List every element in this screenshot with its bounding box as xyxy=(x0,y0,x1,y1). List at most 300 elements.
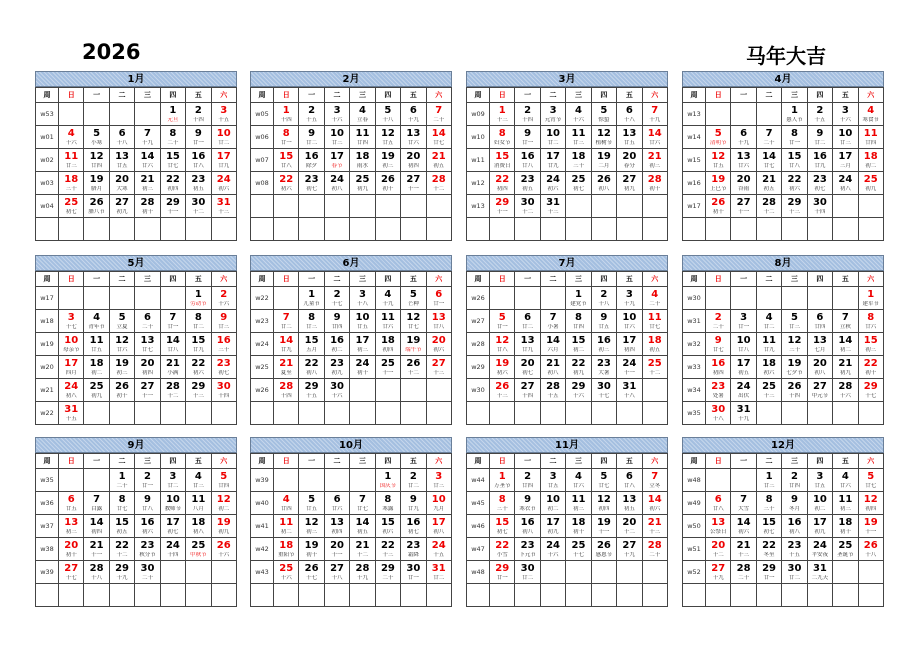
empty-cell xyxy=(160,561,185,584)
month-table xyxy=(35,271,237,425)
lunar-date: 十八 xyxy=(712,415,724,422)
lunar-date: 感恩节 xyxy=(595,551,613,558)
empty-cell xyxy=(858,218,883,241)
lunar-date: 二十 xyxy=(141,323,153,330)
lunar-date: 十八 xyxy=(865,551,877,558)
day-cell xyxy=(211,333,236,356)
weekday-header-row xyxy=(467,454,668,469)
day-number: 28 xyxy=(355,562,370,574)
day-number: 5 xyxy=(409,288,417,300)
week-row xyxy=(467,310,668,333)
day-cell xyxy=(566,310,591,333)
day-cell xyxy=(858,333,883,356)
lunar-date: 初八 xyxy=(331,185,343,192)
day-number: 10 xyxy=(330,127,345,139)
week-number: w04 xyxy=(36,195,59,218)
lunar-date: 廿六 xyxy=(839,482,851,489)
lunar-date: 初九 xyxy=(839,369,851,376)
lunar-date: 二十 xyxy=(382,574,394,581)
day-cell xyxy=(401,103,426,126)
day-number: 6 xyxy=(435,288,443,300)
month-title: 12月 xyxy=(682,437,884,453)
day-cell xyxy=(426,103,451,126)
day-number: 14 xyxy=(89,516,104,528)
day-number: 1 xyxy=(498,104,506,116)
day-number: 27 xyxy=(812,380,827,392)
week-number: w50 xyxy=(683,515,706,538)
lunar-date: 十五 xyxy=(306,116,318,123)
weekday-header: 三 xyxy=(782,454,807,469)
day-number: 8 xyxy=(498,127,506,139)
day-cell xyxy=(324,492,349,515)
lunar-date: 初六 xyxy=(649,505,661,512)
day-number: 25 xyxy=(571,173,586,185)
day-cell xyxy=(59,538,84,561)
day-number: 9 xyxy=(714,334,722,346)
lunar-date: 谷雨 xyxy=(738,185,750,192)
lunar-date: 初十 xyxy=(839,528,851,535)
empty-cell xyxy=(782,218,807,241)
weekday-header: 二 xyxy=(756,454,781,469)
day-cell xyxy=(401,469,426,492)
lunar-date: 廿四 xyxy=(865,139,877,146)
day-cell xyxy=(186,287,211,310)
lunar-date: 廿七 xyxy=(763,162,775,169)
lunar-date: 二十 xyxy=(738,574,750,581)
month-block xyxy=(682,437,884,607)
empty-cell xyxy=(59,218,84,241)
weekday-header: 二 xyxy=(324,272,349,287)
day-number: 5 xyxy=(498,311,506,323)
day-number: 22 xyxy=(863,357,878,369)
lunar-date: 廿九 xyxy=(192,346,204,353)
day-cell xyxy=(299,492,324,515)
day-cell xyxy=(858,356,883,379)
empty-cell xyxy=(591,561,616,584)
empty-cell xyxy=(706,218,731,241)
lunar-date: 二十 xyxy=(649,551,661,558)
empty-cell xyxy=(426,402,451,425)
weekday-header: 四 xyxy=(591,454,616,469)
day-cell xyxy=(375,538,400,561)
week-number: w25 xyxy=(251,356,274,379)
day-cell xyxy=(324,103,349,126)
lunar-date: 立夏 xyxy=(116,323,128,330)
week-row xyxy=(251,356,452,379)
weekday-header: 一 xyxy=(731,454,756,469)
day-number: 9 xyxy=(143,493,151,505)
day-number: 4 xyxy=(574,104,582,116)
empty-cell xyxy=(274,469,299,492)
day-number: 6 xyxy=(409,104,417,116)
lunar-date: 二十 xyxy=(763,139,775,146)
weekday-header: 二 xyxy=(109,272,134,287)
lunar-date: 廿一 xyxy=(167,323,179,330)
day-cell xyxy=(515,515,540,538)
month-block xyxy=(35,255,237,425)
empty-cell xyxy=(617,402,642,425)
day-cell xyxy=(375,310,400,333)
weekday-header: 日 xyxy=(706,272,731,287)
empty-cell xyxy=(540,287,565,310)
day-number: 7 xyxy=(358,493,366,505)
day-number: 28 xyxy=(736,562,751,574)
day-cell xyxy=(782,469,807,492)
day-number: 15 xyxy=(165,150,180,162)
day-number: 4 xyxy=(867,104,875,116)
day-cell xyxy=(84,126,109,149)
lunar-date: 十八 xyxy=(623,392,635,399)
day-cell xyxy=(617,310,642,333)
empty-cell xyxy=(324,402,349,425)
weekday-header: 五 xyxy=(833,454,858,469)
lunar-date: 初八 xyxy=(547,369,559,376)
day-number: 19 xyxy=(89,173,104,185)
lunar-date: 初七 xyxy=(572,185,584,192)
day-number: 29 xyxy=(495,562,510,574)
day-number: 20 xyxy=(622,150,637,162)
day-number: 8 xyxy=(765,493,773,505)
lunar-date: 廿一 xyxy=(496,574,508,581)
month-table xyxy=(466,87,668,241)
day-number: 19 xyxy=(304,539,319,551)
weekday-header: 日 xyxy=(274,88,299,103)
day-number: 21 xyxy=(89,539,104,551)
weekday-header: 六 xyxy=(211,88,236,103)
day-cell xyxy=(324,379,349,402)
lunar-date: 廿四 xyxy=(91,162,103,169)
day-number: 23 xyxy=(711,380,726,392)
day-number: 22 xyxy=(571,357,586,369)
empty-cell xyxy=(490,402,515,425)
day-cell xyxy=(109,310,134,333)
day-cell xyxy=(375,287,400,310)
weekday-header-row xyxy=(683,454,884,469)
day-cell xyxy=(540,538,565,561)
week-number: w18 xyxy=(36,310,59,333)
lunar-date: 七夕节 xyxy=(786,369,803,376)
lunar-date: 十五 xyxy=(65,415,77,422)
day-cell xyxy=(59,149,84,172)
lunar-date: 初三 xyxy=(356,346,368,353)
day-number: 14 xyxy=(431,127,446,139)
day-number: 24 xyxy=(622,357,637,369)
month-table xyxy=(250,87,452,241)
day-number: 18 xyxy=(838,516,853,528)
lunar-date: 廿一 xyxy=(192,139,204,146)
week-row xyxy=(36,379,237,402)
week-number: w05 xyxy=(251,103,274,126)
day-number: 9 xyxy=(409,493,417,505)
day-cell xyxy=(186,333,211,356)
day-number: 6 xyxy=(333,493,341,505)
weekday-header: 二 xyxy=(324,454,349,469)
lunar-date: 大暑 xyxy=(598,369,610,376)
day-number: 19 xyxy=(787,357,802,369)
weekday-header: 六 xyxy=(642,272,667,287)
lunar-date: 廿四 xyxy=(788,482,800,489)
day-cell xyxy=(617,126,642,149)
lunar-date: 初十 xyxy=(572,528,584,535)
day-number: 15 xyxy=(762,516,777,528)
day-cell xyxy=(731,402,756,425)
day-number: 10 xyxy=(546,493,561,505)
day-cell xyxy=(375,561,400,584)
day-number: 17 xyxy=(812,516,827,528)
day-number: 7 xyxy=(841,311,849,323)
lunar-date: 立春 xyxy=(356,116,368,123)
week-number: w09 xyxy=(467,103,490,126)
day-number: 29 xyxy=(863,380,878,392)
lunar-date: 初四 xyxy=(865,505,877,512)
day-cell xyxy=(540,469,565,492)
day-number: 1 xyxy=(790,104,798,116)
day-number: 6 xyxy=(143,311,151,323)
day-number: 23 xyxy=(140,539,155,551)
day-number: 25 xyxy=(380,357,395,369)
empty-cell xyxy=(642,379,667,402)
day-number: 17 xyxy=(165,516,180,528)
week-row xyxy=(683,515,884,538)
day-cell xyxy=(642,310,667,333)
lunar-date: 十三 xyxy=(649,528,661,535)
empty-cell xyxy=(833,218,858,241)
week-number: w02 xyxy=(36,149,59,172)
day-number: 29 xyxy=(495,196,510,208)
day-cell xyxy=(84,356,109,379)
day-number: 4 xyxy=(67,127,75,139)
lunar-date: 初九 xyxy=(116,208,128,215)
lunar-date: 初九 xyxy=(218,528,230,535)
day-cell xyxy=(807,515,832,538)
lunar-date: 十九 xyxy=(407,116,419,123)
day-number: 16 xyxy=(787,516,802,528)
lunar-date: 廿七 xyxy=(433,139,445,146)
day-cell xyxy=(642,469,667,492)
day-cell xyxy=(324,356,349,379)
lunar-date: 十八 xyxy=(382,116,394,123)
lunar-date: 十三 xyxy=(738,551,750,558)
week-row xyxy=(251,469,452,492)
day-number: 22 xyxy=(191,357,206,369)
weekday-header-row xyxy=(251,88,452,103)
day-cell xyxy=(591,126,616,149)
day-number: 18 xyxy=(571,516,586,528)
day-cell xyxy=(135,356,160,379)
week-number: w10 xyxy=(467,126,490,149)
lunar-date: 元宵节 xyxy=(544,116,562,123)
day-number: 18 xyxy=(64,173,79,185)
day-cell xyxy=(833,515,858,538)
day-cell xyxy=(350,561,375,584)
lunar-date: 廿二 xyxy=(167,482,179,489)
lunar-date: 廿一 xyxy=(788,139,800,146)
day-cell xyxy=(591,103,616,126)
weekday-header: 五 xyxy=(617,272,642,287)
day-cell xyxy=(490,172,515,195)
day-cell xyxy=(84,333,109,356)
lunar-date: 寒衣节 xyxy=(519,505,536,512)
day-cell xyxy=(375,149,400,172)
day-cell xyxy=(84,195,109,218)
day-cell xyxy=(540,103,565,126)
day-number: 25 xyxy=(89,380,104,392)
day-number: 25 xyxy=(191,539,206,551)
lunar-date: 廿二 xyxy=(407,482,419,489)
day-cell xyxy=(807,538,832,561)
week-number: w13 xyxy=(467,195,490,218)
day-number: 5 xyxy=(384,104,392,116)
holiday-label: 元旦 xyxy=(167,116,179,123)
week-column-header: 周 xyxy=(683,88,706,103)
day-number: 1 xyxy=(169,104,177,116)
empty-cell xyxy=(858,561,883,584)
week-number: w17 xyxy=(36,287,59,310)
day-number: 14 xyxy=(647,493,662,505)
day-number: 30 xyxy=(812,196,827,208)
weekday-header: 一 xyxy=(731,88,756,103)
day-cell xyxy=(731,561,756,584)
lunar-date: 廿五 xyxy=(547,482,559,489)
lunar-date: 万圣节 xyxy=(493,482,511,489)
day-number: 1 xyxy=(498,470,506,482)
day-cell xyxy=(807,561,832,584)
day-cell xyxy=(566,333,591,356)
day-number: 2 xyxy=(816,104,824,116)
month-table xyxy=(466,271,668,425)
weekday-header: 二 xyxy=(756,88,781,103)
week-column-header: 周 xyxy=(36,88,59,103)
week-number: w40 xyxy=(251,492,274,515)
day-cell xyxy=(211,379,236,402)
empty-cell xyxy=(540,561,565,584)
week-number: w07 xyxy=(251,149,274,172)
week-column-header: 周 xyxy=(683,272,706,287)
empty-cell xyxy=(591,195,616,218)
empty-cell xyxy=(274,195,299,218)
lunar-date: 小满 xyxy=(167,369,179,376)
day-cell xyxy=(350,287,375,310)
day-number: 18 xyxy=(762,357,777,369)
lunar-date: 除夕 xyxy=(306,162,318,169)
day-number: 3 xyxy=(549,104,557,116)
day-cell xyxy=(566,469,591,492)
day-cell xyxy=(59,356,84,379)
lunar-date: 小寒 xyxy=(91,139,103,146)
day-number: 14 xyxy=(762,150,777,162)
day-cell xyxy=(59,172,84,195)
lunar-date: 初三 xyxy=(116,369,128,376)
day-cell xyxy=(401,538,426,561)
weekday-header: 四 xyxy=(160,454,185,469)
weekday-header: 三 xyxy=(566,272,591,287)
day-number: 27 xyxy=(736,196,751,208)
lunar-date: 芒种 xyxy=(407,300,419,307)
empty-cell xyxy=(642,561,667,584)
empty-cell xyxy=(731,469,756,492)
day-number: 26 xyxy=(711,196,726,208)
day-number: 29 xyxy=(762,562,777,574)
day-number: 5 xyxy=(714,127,722,139)
day-cell xyxy=(706,402,731,425)
lunar-date: 十六 xyxy=(572,392,584,399)
weekday-header: 三 xyxy=(566,88,591,103)
day-number: 20 xyxy=(140,357,155,369)
lunar-date: 十一 xyxy=(623,369,635,376)
day-number: 13 xyxy=(711,516,726,528)
weekday-header: 三 xyxy=(350,88,375,103)
lunar-date: 十四 xyxy=(192,116,204,123)
day-number: 9 xyxy=(333,311,341,323)
day-cell xyxy=(160,333,185,356)
lunar-date: 廿八 xyxy=(496,346,508,353)
day-number: 7 xyxy=(93,493,101,505)
lunar-date: 初七 xyxy=(167,528,179,535)
day-number: 15 xyxy=(380,516,395,528)
day-cell xyxy=(591,310,616,333)
day-cell xyxy=(426,469,451,492)
lunar-date: 初四 xyxy=(382,346,394,353)
empty-cell xyxy=(135,218,160,241)
day-number: 22 xyxy=(787,173,802,185)
empty-cell xyxy=(515,287,540,310)
day-cell xyxy=(807,379,832,402)
empty-cell xyxy=(756,584,781,607)
day-number: 29 xyxy=(787,196,802,208)
lunar-date: 初五 xyxy=(763,185,775,192)
day-cell xyxy=(591,515,616,538)
week-row xyxy=(251,149,452,172)
weekday-header: 四 xyxy=(591,272,616,287)
week-row xyxy=(683,538,884,561)
empty-cell xyxy=(186,584,211,607)
week-number xyxy=(36,584,59,607)
lunar-date: 十三 xyxy=(496,392,508,399)
lunar-date: 十五 xyxy=(814,116,826,123)
day-cell xyxy=(490,379,515,402)
day-cell xyxy=(211,195,236,218)
day-cell xyxy=(84,515,109,538)
day-number: 26 xyxy=(216,539,231,551)
empty-cell xyxy=(566,195,591,218)
day-number: 22 xyxy=(165,173,180,185)
day-cell xyxy=(782,515,807,538)
empty-cell xyxy=(186,218,211,241)
week-row xyxy=(251,492,452,515)
lunar-date: 初九 xyxy=(865,185,877,192)
day-number: 21 xyxy=(355,539,370,551)
day-number: 21 xyxy=(279,357,294,369)
lunar-date: 十七 xyxy=(865,392,877,399)
lunar-date: 十四 xyxy=(788,392,800,399)
day-number: 30 xyxy=(787,562,802,574)
day-number: 6 xyxy=(816,311,824,323)
day-cell xyxy=(299,149,324,172)
lunar-date: 寒露 xyxy=(382,505,394,512)
week-row xyxy=(251,287,452,310)
lunar-date: 初八 xyxy=(306,369,318,376)
week-row xyxy=(467,218,668,241)
lunar-date: 廿九 xyxy=(547,162,559,169)
weekday-header: 四 xyxy=(160,88,185,103)
lunar-date: 初三 xyxy=(65,528,77,535)
day-number: 11 xyxy=(89,334,104,346)
day-cell xyxy=(186,126,211,149)
day-number: 27 xyxy=(140,380,155,392)
day-number: 27 xyxy=(520,380,535,392)
week-number xyxy=(683,584,706,607)
empty-cell xyxy=(591,584,616,607)
